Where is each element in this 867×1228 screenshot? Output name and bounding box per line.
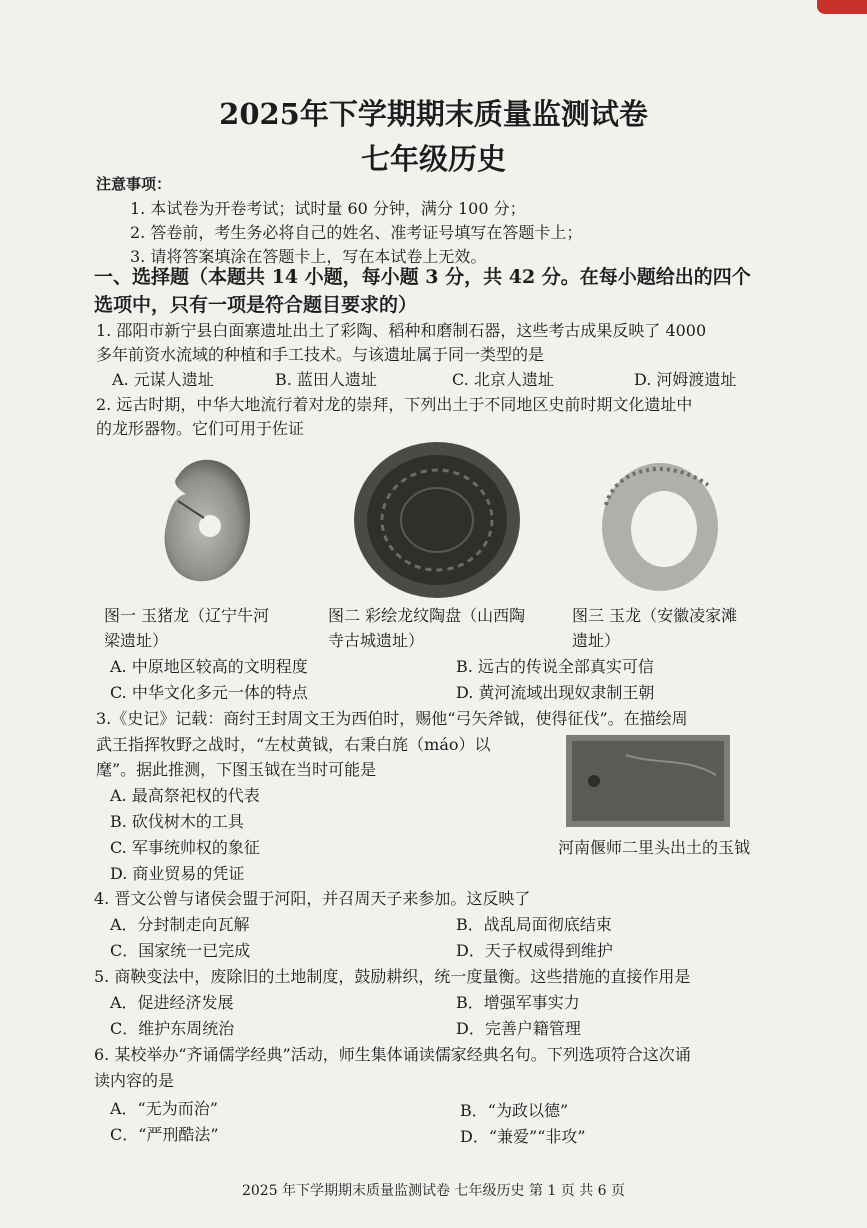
q2-option-d: D. 黄河流域出现奴隶制王朝 <box>456 683 655 702</box>
exam-title: 2025年下学期期末质量监测试卷 <box>219 97 648 131</box>
section-heading: 选项中，只有一项是符合题目要求的） <box>94 294 418 316</box>
q5-option-a: A．促进经济发展 <box>110 993 234 1012</box>
q4-option-a: A．分封制走向瓦解 <box>110 915 250 934</box>
question-1-stem: 多年前资水流域的种植和手工技术。与该遗址属于同一类型的是 <box>96 345 545 364</box>
figure-3-caption: 遗址） <box>572 631 621 650</box>
jade-pig-dragon-image <box>158 446 258 586</box>
q4-option-c: C．国家统一已完成 <box>110 941 251 960</box>
q3-option-b: B. 砍伐树木的工具 <box>110 812 244 831</box>
q1-option-c: C. 北京人遗址 <box>452 370 554 389</box>
painted-dragon-plate-image <box>352 440 522 600</box>
q1-option-b: B. 蓝田人遗址 <box>275 370 377 389</box>
question-3-stem: 3.《史记》记载：商纣王封周文王为西伯时，赐他“弓矢斧钺，使得征伐”。在描绘周 <box>96 709 688 728</box>
note-item: 3. 请将答案填涂在答题卡上，写在本试卷上无效。 <box>130 247 487 266</box>
q4-option-b: B．战乱局面彻底结束 <box>456 915 612 934</box>
q6-option-b: B．“为政以德” <box>460 1101 569 1120</box>
q2-option-c: C. 中华文化多元一体的特点 <box>110 683 308 702</box>
jade-axe-caption: 河南偃师二里头出土的玉钺 <box>558 838 751 857</box>
question-1-stem: 1. 邵阳市新宁县白面寨遗址出土了彩陶、稻种和磨制石器，这些考古成果反映了 4000 <box>96 321 707 340</box>
exam-subject: 七年级历史 <box>360 142 506 176</box>
q3-option-c: C. 军事统帅权的象征 <box>110 838 260 857</box>
figure-3-caption: 图三 玉龙（安徽凌家滩 <box>572 606 738 625</box>
figure-1-caption: 图一 玉猪龙（辽宁牛河 <box>104 606 270 625</box>
question-2-stem: 2. 远古时期，中华大地流行着对龙的崇拜，下列出土于不同地区史前时期文化遗址中 <box>96 395 693 414</box>
corner-mark <box>817 0 867 14</box>
figure-2-caption: 图二 彩绘龙纹陶盘（山西陶 <box>328 606 526 625</box>
q5-option-b: B．增强军事实力 <box>456 993 580 1012</box>
question-6-stem: 6. 某校举办“齐诵儒学经典”活动，师生集体诵读儒家经典名句。下列选项符合这次诵 <box>94 1045 691 1064</box>
q3-option-d: D. 商业贸易的凭证 <box>110 864 245 883</box>
q1-option-d: D. 河姆渡遗址 <box>634 370 737 389</box>
notes-heading: 注意事项： <box>96 175 172 193</box>
section-heading: 一、选择题（本题共 14 小题，每小题 3 分，共 42 分。在每小题给出的四个 <box>94 266 751 288</box>
q5-option-c: C．维护东周统治 <box>110 1019 235 1038</box>
q2-option-a: A. 中原地区较高的文明程度 <box>110 657 308 676</box>
question-5-stem: 5. 商鞅变法中，废除旧的土地制度，鼓励耕织，统一度量衡。这些措施的直接作用是 <box>94 967 691 986</box>
q2-option-b: B. 远古的传说全部真实可信 <box>456 657 654 676</box>
figure-2-caption: 寺古城遗址） <box>328 631 425 650</box>
q4-option-d: D．天子权威得到维护 <box>456 941 613 960</box>
q1-option-a: A. 元谋人遗址 <box>112 370 214 389</box>
page-footer: 2025 年下学期期末质量监测试卷 七年级历史 第 1 页 共 6 页 <box>241 1183 626 1199</box>
question-6-stem: 读内容的是 <box>94 1071 175 1090</box>
q5-option-d: D．完善户籍管理 <box>456 1019 581 1038</box>
q6-option-d: D．“兼爱”“非攻” <box>460 1127 586 1146</box>
question-2-stem: 的龙形器物。它们可用于佐证 <box>96 419 305 438</box>
note-item: 2. 答卷前，考生务必将自己的姓名、准考证号填写在答题卡上； <box>130 223 583 242</box>
jade-dragon-ring-image <box>598 455 724 595</box>
q3-option-a: A. 最高祭祀权的代表 <box>110 786 260 805</box>
q6-option-a: A．“无为而治” <box>110 1099 218 1118</box>
jade-axe-image <box>566 735 730 827</box>
question-3-stem: 武王指挥牧野之战时，“左杖黄钺，右秉白旄（máo）以 <box>96 735 491 754</box>
q6-option-c: C．“严刑酷法” <box>110 1125 219 1144</box>
figure-1-caption: 梁遗址） <box>104 631 169 650</box>
note-item: 1. 本试卷为开卷考试；试时量 60 分钟，满分 100 分； <box>130 199 526 218</box>
question-4-stem: 4. 晋文公曾与诸侯会盟于河阳，并召周天子来参加。这反映了 <box>94 889 531 908</box>
question-3-stem: 麾”。据此推测，下图玉钺在当时可能是 <box>96 760 377 779</box>
